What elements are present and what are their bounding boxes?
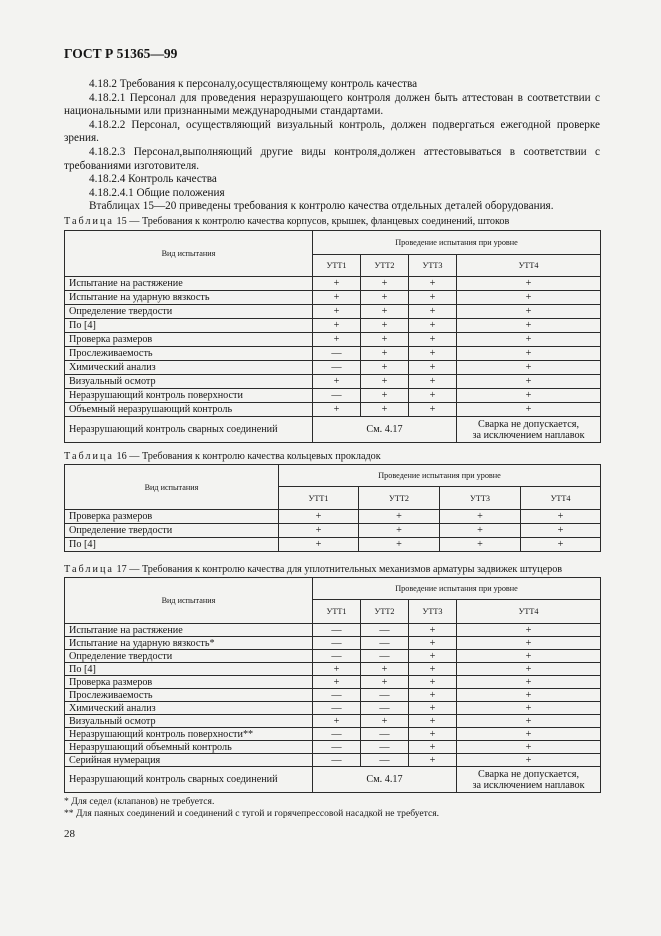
cell-reference: См. 4.17 [313, 417, 457, 443]
table-row [65, 510, 601, 524]
test-name: Прослеживаемость [65, 347, 313, 361]
cell-value: + [409, 624, 457, 637]
table-row [65, 538, 601, 552]
cell-value: + [457, 347, 601, 361]
cell-reference: См. 4.17 [313, 767, 457, 793]
cell-value: + [409, 389, 457, 403]
caption-label: Таблица [64, 564, 114, 575]
cell-value: + [457, 277, 601, 291]
test-name: Определение твердости [65, 305, 313, 319]
table-row [65, 361, 601, 375]
cell-value: + [361, 375, 409, 389]
cell-value: + [440, 510, 521, 524]
footnote: * Для седел (клапанов) не требуется. [64, 796, 215, 807]
test-name: Визуальный осмотр [65, 375, 313, 389]
cell-value: — [313, 741, 361, 754]
cell-value: + [457, 291, 601, 305]
paragraph: 4.18.2.4 Контроль качества [89, 173, 217, 186]
table-row [65, 702, 601, 715]
page-number: 28 [64, 828, 75, 840]
cell-value: + [409, 361, 457, 375]
cell-value: — [361, 637, 409, 650]
cell-value: + [359, 510, 440, 524]
table-row [65, 375, 601, 389]
paragraph: 4.18.2.1 Персонал для проведения неразрушающего контроля должен быть аттестован в соответствии с национальными или признанными международными стандартами. [64, 91, 600, 118]
note-line: Сварка не допускается, [478, 418, 580, 430]
table-row [65, 689, 601, 702]
footnotes [64, 796, 439, 820]
cell-value: + [409, 650, 457, 663]
cell-value: — [313, 754, 361, 767]
test-name: Неразрушающий контроль поверхности** [65, 728, 313, 741]
cell-value: — [361, 728, 409, 741]
section-text [64, 78, 600, 214]
table-16-caption [64, 451, 381, 462]
table-row [65, 277, 601, 291]
table-row [65, 417, 601, 443]
test-name: Химический анализ [65, 361, 313, 375]
cell-value: + [409, 663, 457, 676]
cell-value: + [313, 403, 361, 417]
table-row [65, 663, 601, 676]
cell-value: + [313, 291, 361, 305]
table-row [65, 347, 601, 361]
header-level: УТТ3 [409, 600, 457, 624]
test-name: По [4] [65, 663, 313, 676]
table-row [65, 741, 601, 754]
cell-value: — [313, 389, 361, 403]
cell-value: — [361, 702, 409, 715]
cell-value: — [361, 650, 409, 663]
paragraph: Втаблицах 15—20 приведены требования к контролю качества отдельных деталей оборудования. [89, 200, 554, 213]
caption-text: 17 — Требования к контролю качества для уплотнительных механизмов арматуры задвижек штуцеров [116, 564, 563, 575]
cell-value: + [409, 403, 457, 417]
cell-value: + [457, 637, 601, 650]
footnote: ** Для паяных соединений и соединений с тугой и горячепрессовой насадкой не требуется. [64, 808, 440, 819]
table-row [65, 715, 601, 728]
header-level-group: Проведение испытания при уровне [313, 578, 601, 600]
cell-value: + [361, 277, 409, 291]
cell-value: + [409, 702, 457, 715]
cell-value: + [440, 538, 521, 552]
cell-value: + [457, 403, 601, 417]
cell-value: + [313, 375, 361, 389]
cell-value: + [457, 728, 601, 741]
cell-value: + [409, 689, 457, 702]
cell-value: + [457, 389, 601, 403]
cell-value: + [361, 291, 409, 305]
cell-value: + [521, 538, 601, 552]
cell-value: + [359, 538, 440, 552]
cell-value: — [361, 741, 409, 754]
test-name: Визуальный осмотр [65, 715, 313, 728]
header-test-type: Вид испытания [65, 231, 313, 277]
caption-label: Таблица [64, 216, 114, 227]
cell-value: + [457, 305, 601, 319]
cell-value: + [457, 375, 601, 389]
table-row [65, 333, 601, 347]
cell-value: + [361, 715, 409, 728]
paragraph: 4.18.2.3 Персонал,выполняющий другие виды контроля,должен аттестовываться в соответствии с требованиями изготовителя. [64, 145, 600, 172]
cell-value: + [313, 676, 361, 689]
table-row [65, 319, 601, 333]
header-level: УТТ1 [313, 600, 361, 624]
cell-value: + [361, 305, 409, 319]
test-name: Испытание на растяжение [65, 624, 313, 637]
cell-value: + [409, 728, 457, 741]
caption-text: 16 — Требования к контролю качества кольцевых прокладок [116, 451, 381, 462]
header-level: УТТ2 [361, 600, 409, 624]
table-row [65, 676, 601, 689]
test-name: Неразрушающий контроль сварных соединений [65, 767, 313, 793]
header-level: УТТ3 [409, 255, 457, 277]
cell-value: — [313, 361, 361, 375]
cell-value: + [457, 754, 601, 767]
cell-value: + [313, 715, 361, 728]
cell-value: + [409, 277, 457, 291]
table-row [65, 403, 601, 417]
cell-value: + [457, 663, 601, 676]
cell-value: + [457, 715, 601, 728]
header-test-type: Вид испытания [65, 578, 313, 624]
test-name: По [4] [65, 319, 313, 333]
test-name: Неразрушающий объемный контроль [65, 741, 313, 754]
standard-header: ГОСТ Р 51365—99 [64, 46, 178, 61]
table-row [65, 291, 601, 305]
cell-value: + [361, 663, 409, 676]
cell-value: + [359, 524, 440, 538]
cell-value: + [409, 375, 457, 389]
header-level-group: Проведение испытания при уровне [313, 231, 601, 255]
test-name: Объемный неразрушающий контроль [65, 403, 313, 417]
header-level: УТТ2 [361, 255, 409, 277]
cell-value: — [313, 702, 361, 715]
table-row [65, 728, 601, 741]
note-line: Сварка не допускается, [478, 768, 580, 780]
test-name: Определение твердости [65, 650, 313, 663]
cell-value: — [313, 650, 361, 663]
note-line: за исключением наплавок [472, 429, 585, 441]
cell-value: + [457, 676, 601, 689]
cell-value: + [361, 333, 409, 347]
paragraph: 4.18.2.4.1 Общие положения [89, 186, 225, 199]
table-row [65, 767, 601, 793]
cell-value: + [457, 624, 601, 637]
cell-value: + [313, 663, 361, 676]
header-level: УТТ4 [521, 487, 601, 510]
cell-value: + [313, 319, 361, 333]
cell-value: + [361, 361, 409, 375]
cell-note [457, 767, 601, 793]
cell-value: — [313, 728, 361, 741]
cell-value: + [313, 333, 361, 347]
table-row [65, 305, 601, 319]
table-row [65, 650, 601, 663]
cell-value: + [409, 305, 457, 319]
table-15 [64, 230, 601, 443]
test-name: Проверка размеров [65, 676, 313, 689]
test-name: Химический анализ [65, 702, 313, 715]
test-name: Определение твердости [65, 524, 279, 538]
cell-value: + [313, 305, 361, 319]
table-15-caption [64, 216, 509, 227]
cell-value: — [313, 347, 361, 361]
cell-value: + [409, 754, 457, 767]
table-row [65, 524, 601, 538]
cell-value: — [313, 624, 361, 637]
cell-value: + [521, 510, 601, 524]
test-name: Серийная нумерация [65, 754, 313, 767]
header-level: УТТ3 [440, 487, 521, 510]
cell-value: + [279, 538, 359, 552]
cell-value: + [409, 319, 457, 333]
test-name: Неразрушающий контроль поверхности [65, 389, 313, 403]
test-name: Испытание на растяжение [65, 277, 313, 291]
cell-value: — [361, 689, 409, 702]
cell-value: + [279, 510, 359, 524]
caption-label: Таблица [64, 451, 114, 462]
header-level: УТТ1 [279, 487, 359, 510]
cell-value: — [361, 624, 409, 637]
header-level: УТТ1 [313, 255, 361, 277]
cell-value: + [521, 524, 601, 538]
cell-value: + [409, 715, 457, 728]
cell-value: + [457, 319, 601, 333]
note-line: за исключением наплавок [472, 779, 585, 791]
cell-value: + [457, 741, 601, 754]
cell-value: + [313, 277, 361, 291]
test-name: Испытание на ударную вязкость* [65, 637, 313, 650]
test-name: Испытание на ударную вязкость [65, 291, 313, 305]
cell-value: + [457, 689, 601, 702]
cell-value: + [361, 676, 409, 689]
test-name: Проверка размеров [65, 510, 279, 524]
cell-value: + [279, 524, 359, 538]
test-name: Прослеживаемость [65, 689, 313, 702]
table-17 [64, 577, 601, 793]
cell-value: + [409, 637, 457, 650]
cell-value: + [409, 333, 457, 347]
test-name: Проверка размеров [65, 333, 313, 347]
header-level: УТТ4 [457, 255, 601, 277]
table-row [65, 754, 601, 767]
cell-note [457, 417, 601, 443]
cell-value: — [313, 689, 361, 702]
caption-text: 15 — Требования к контролю качества корпусов, крышек, фланцевых соединений, штоков [116, 216, 510, 227]
cell-value: + [409, 741, 457, 754]
test-name: По [4] [65, 538, 279, 552]
cell-value: + [457, 333, 601, 347]
table-16 [64, 464, 601, 552]
paragraph: 4.18.2.2 Персонал, осуществляющий визуальный контроль, должен подвергаться ежегодной проверке зрения. [64, 118, 600, 145]
table-row [65, 637, 601, 650]
cell-value: + [409, 347, 457, 361]
header-level: УТТ2 [359, 487, 440, 510]
table-row [65, 389, 601, 403]
paragraph: 4.18.2 Требования к персоналу,осуществляющему контроль качества [89, 78, 418, 90]
cell-value: — [313, 637, 361, 650]
header-level-group: Проведение испытания при уровне [279, 465, 601, 487]
cell-value: + [440, 524, 521, 538]
cell-value: + [457, 650, 601, 663]
cell-value: + [361, 347, 409, 361]
cell-value: + [457, 702, 601, 715]
table-17-caption [64, 564, 562, 575]
cell-value: — [361, 754, 409, 767]
test-name: Неразрушающий контроль сварных соединений [65, 417, 313, 443]
table-row [65, 624, 601, 637]
cell-value: + [361, 389, 409, 403]
cell-value: + [457, 361, 601, 375]
header-test-type: Вид испытания [65, 465, 279, 510]
cell-value: + [409, 676, 457, 689]
header-level: УТТ4 [457, 600, 601, 624]
cell-value: + [409, 291, 457, 305]
cell-value: + [361, 319, 409, 333]
cell-value: + [361, 403, 409, 417]
